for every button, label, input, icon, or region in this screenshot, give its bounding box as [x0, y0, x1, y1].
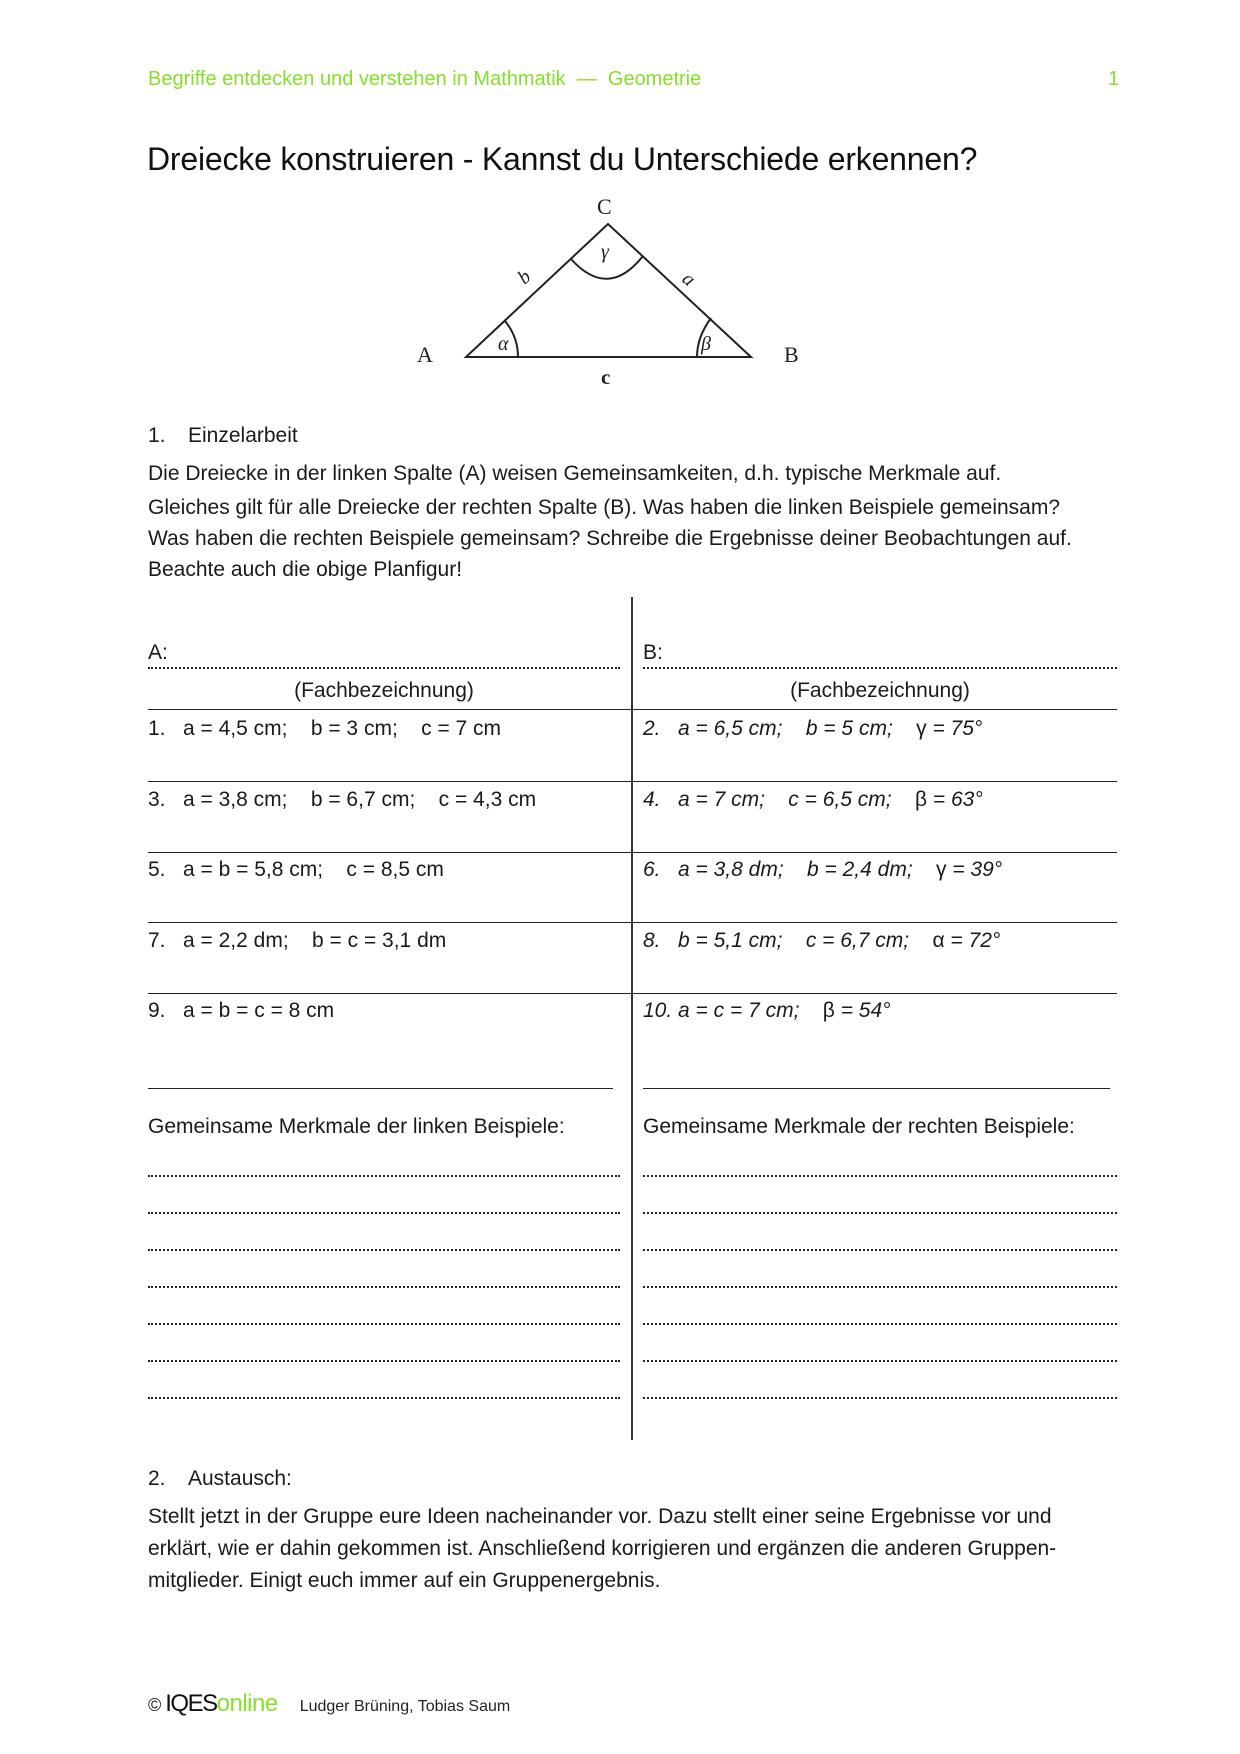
right-answer-line[interactable] — [643, 1286, 1117, 1288]
vertex-b-label: B — [784, 342, 799, 367]
row-divider — [633, 709, 1117, 710]
section-2-title: Austausch: — [188, 1467, 292, 1490]
right-merkmale-heading: Gemeinsame Merkmale der rechten Beispiele: — [643, 1115, 1075, 1138]
right-answer-line[interactable] — [643, 1175, 1117, 1177]
example-10: 10. a = c = 7 cm; β = 54° — [643, 999, 891, 1022]
example-5: 5. a = b = 5,8 cm; c = 8,5 cm — [148, 858, 444, 881]
triangle-diagram — [400, 190, 820, 390]
greek-beta: β — [914, 788, 928, 811]
greek-beta: β — [822, 999, 835, 1022]
right-answer-line[interactable] — [643, 1397, 1117, 1399]
column-b-name-field[interactable] — [643, 667, 1117, 669]
right-answer-line[interactable] — [643, 1212, 1117, 1214]
section-1-number: 1. — [148, 424, 166, 447]
vertex-c-label: C — [597, 194, 612, 219]
left-answer-line[interactable] — [148, 1249, 620, 1251]
left-answer-line[interactable] — [148, 1360, 620, 1362]
running-header: Begriffe entdecken und verstehen in Mathmatik — Geometrie — [148, 68, 702, 90]
section-2-line: erklärt, wie er dahin gekommen ist. Anschließend korrigieren und ergänzen die anderen Gruppen- — [148, 1537, 1057, 1560]
triangle-figure — [400, 190, 820, 390]
left-answer-line[interactable] — [148, 1212, 620, 1214]
alpha-label: α — [498, 333, 509, 355]
brand-logo-iqes: IQES — [165, 1690, 217, 1717]
section-1-line: Was haben die rechten Beispiele gemeinsam? Schreibe die Ergebnisse deiner Beobachtungen auf. — [148, 527, 1072, 550]
example-4: 4. a = 7 cm; c = 6,5 cm; β = 63° — [643, 788, 983, 811]
example-6: 6. a = 3,8 dm; b = 2,4 dm; γ = 39° — [643, 858, 1003, 881]
example-7: 7. a = 2,2 dm; b = c = 3,1 dm — [148, 929, 447, 952]
vertex-a-label: A — [417, 342, 433, 367]
left-merkmale-heading: Gemeinsame Merkmale der linken Beispiele: — [148, 1115, 565, 1138]
column-b-sublabel: (Fachbezeichnung) — [790, 679, 970, 702]
section-2-heading — [148, 1467, 292, 1491]
section-1-line: Beachte auch die obige Planfigur! — [148, 558, 463, 581]
right-answer-line[interactable] — [643, 1249, 1117, 1251]
right-answer-line[interactable] — [643, 1360, 1117, 1362]
copyright-icon: © — [148, 1695, 162, 1715]
row-divider — [148, 922, 1117, 923]
column-a-label: A: — [148, 641, 168, 664]
column-a-name-field[interactable] — [148, 667, 620, 669]
greek-alpha: α — [932, 929, 945, 952]
row-divider — [148, 709, 631, 710]
left-answer-line[interactable] — [148, 1323, 620, 1325]
section-1-heading — [148, 424, 298, 448]
section-1-line: Gleiches gilt für alle Dreiecke der rechten Spalte (B). Was haben die linken Beispiele gemeinsam? — [148, 496, 1061, 519]
greek-gamma: γ — [916, 717, 927, 740]
section-1-title: Einzelarbeit — [188, 424, 298, 447]
footer — [148, 1690, 510, 1718]
section-2-line: mitglieder. Einigt euch immer auf ein Gruppenergebnis. — [148, 1569, 661, 1592]
left-answer-line[interactable] — [148, 1397, 620, 1399]
side-b-label: b — [513, 265, 536, 289]
section-2-number: 2. — [148, 1467, 166, 1490]
example-3: 3. a = 3,8 cm; b = 6,7 cm; c = 4,3 cm — [148, 788, 537, 811]
left-answer-line[interactable] — [148, 1286, 620, 1288]
row-divider — [148, 852, 1117, 853]
example-1: 1. a = 4,5 cm; b = 3 cm; c = 7 cm — [148, 717, 502, 740]
left-answer-line[interactable] — [148, 1175, 620, 1177]
page-title: Dreiecke konstruieren - Kannst du Unterschiede erkennen? — [147, 141, 978, 177]
side-a-label: a — [677, 267, 700, 291]
greek-gamma: γ — [936, 858, 947, 881]
left-section-line — [148, 1088, 613, 1089]
section-2-line: Stellt jetzt in der Gruppe eure Ideen nacheinander vor. Dazu stellt einer seine Ergebnisse vor und — [148, 1505, 1052, 1528]
row-divider — [148, 781, 1117, 782]
authors: Ludger Brüning, Tobias Saum — [299, 1698, 511, 1715]
column-b-label: B: — [643, 641, 663, 664]
page-number: 1 — [1108, 68, 1120, 90]
gamma-label: γ — [601, 241, 609, 263]
side-c-label: c — [601, 365, 611, 389]
example-2: 2. a = 6,5 cm; b = 5 cm; γ = 75° — [643, 717, 983, 740]
brand-logo-online: online — [216, 1690, 278, 1717]
right-answer-line[interactable] — [643, 1323, 1117, 1325]
right-section-line — [643, 1088, 1110, 1089]
example-8: 8. b = 5,1 cm; c = 6,7 cm; α = 72° — [643, 929, 1001, 952]
column-a-sublabel: (Fachbezeichnung) — [294, 679, 474, 702]
column-divider — [631, 597, 633, 1440]
example-9: 9. a = b = c = 8 cm — [148, 999, 335, 1022]
beta-label: β — [701, 333, 711, 355]
row-divider — [148, 993, 1117, 994]
section-1-line: Die Dreiecke in der linken Spalte (A) weisen Gemeinsamkeiten, d.h. typische Merkmale auf. — [148, 462, 1002, 485]
